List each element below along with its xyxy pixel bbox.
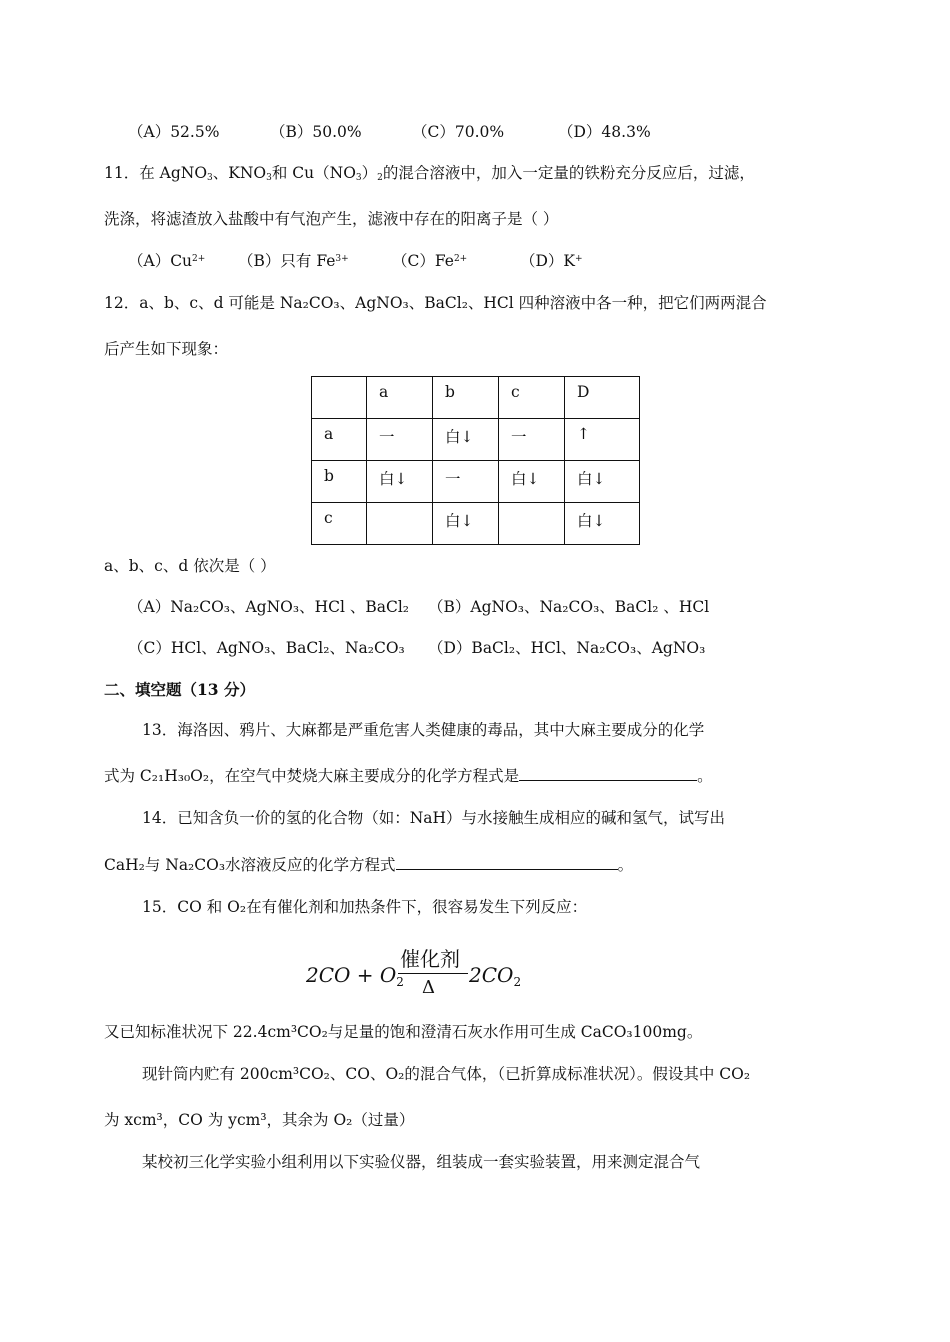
table-cell: 白↓ bbox=[565, 503, 640, 545]
table-cell: 白↓ bbox=[499, 461, 565, 503]
table-cell: c bbox=[312, 503, 367, 545]
q14-line-1: 14．已知含负一价的氢的化合物（如：NaH）与水接触生成相应的碱和氢气，试写出 bbox=[142, 809, 726, 827]
q12-option-d: （D）BaCl₂、HCl、Na₂CO₃、AgNO₃ bbox=[428, 639, 706, 657]
q12-line-1: 12．a、b、c、d 可能是 Na₂CO₃、AgNO₃、BaCl₂、HCl 四种溶液中各一种，把它们两两混合 bbox=[104, 294, 767, 312]
equation-catalyst: 催化剂 bbox=[400, 947, 460, 971]
table-header-a: a bbox=[367, 377, 433, 419]
q11-line-1: 11．在 AgNO$_3$、$KNO_3$和 $Cu(NO_3)_2$的混合溶液中，加入一定量的铁粉充分反应后，过滤， bbox=[104, 164, 755, 183]
table-cell: 一 bbox=[499, 419, 565, 461]
equation-arrow-bar bbox=[398, 973, 468, 974]
section-2-title: 二、填空题（13 分） bbox=[104, 680, 255, 699]
reaction-equation bbox=[306, 943, 536, 1003]
q11-option-d: （D）K+ bbox=[520, 252, 583, 270]
table-cell bbox=[367, 503, 433, 545]
table-cell: 一 bbox=[367, 419, 433, 461]
q10-option-d: （D）48.3% bbox=[558, 123, 651, 141]
q10-option-a: （A）52.5% bbox=[128, 123, 220, 141]
equation-reactants: $2CO + O_2$ bbox=[306, 963, 404, 989]
equation-products: $2CO_2$ bbox=[469, 963, 522, 989]
table-cell bbox=[312, 377, 367, 419]
table-cell: 白↓ bbox=[367, 461, 433, 503]
q11-option-a: $(A)Cu^{2+}$ bbox=[128, 252, 206, 270]
table-cell: 白↓ bbox=[565, 461, 640, 503]
q14-answer-blank[interactable] bbox=[396, 855, 618, 870]
q11-option-c: $(C)Fe^{2+}$ bbox=[392, 252, 468, 270]
table-header-c: c bbox=[499, 377, 565, 419]
q14-line-2: CaH₂与 Na₂CO₃水溶液反应的化学方程式 。 bbox=[104, 856, 634, 874]
q12-option-c: （C）HCl、AgNO₃、BaCl₂、Na₂CO₃ bbox=[128, 639, 405, 657]
q15-line-2: 又已知标准状况下 22.4cm³CO₂与足量的饱和澄清石灰水作用可生成 CaCO₃100mg。 bbox=[104, 1023, 703, 1041]
q15-line-5: 某校初三化学实验小组利用以下实验仪器，组装成一套实验装置，用来测定混合气 bbox=[142, 1153, 701, 1171]
q15-line-3: 现针筒内贮有 200cm³CO₂、CO、O₂的混合气体，（已折算成标准状况）。假设其中 CO₂ bbox=[142, 1065, 751, 1083]
table-cell: ↑ bbox=[565, 419, 640, 461]
table-cell: b bbox=[312, 461, 367, 503]
table-cell: 一 bbox=[433, 461, 499, 503]
table-cell bbox=[499, 503, 565, 545]
table-row bbox=[312, 503, 640, 545]
q13-line-1: 13．海洛因、鸦片、大麻都是严重危害人类健康的毒品，其中大麻主要成分的化学 bbox=[142, 721, 705, 739]
table-row bbox=[312, 461, 640, 503]
equation-heat-condition: Δ bbox=[422, 977, 435, 998]
table-header-d: D bbox=[565, 377, 640, 419]
table-cell: 白↓ bbox=[433, 503, 499, 545]
q13-answer-blank[interactable] bbox=[519, 766, 697, 781]
table-cell: a bbox=[312, 419, 367, 461]
table-header-row bbox=[312, 377, 640, 419]
q15-line-1: 15．CO 和 O₂在有催化剂和加热条件下，很容易发生下列反应： bbox=[142, 898, 588, 916]
q12-question: a、b、c、d 依次是（ ） bbox=[104, 557, 276, 575]
q10-option-c: （C）70.0% bbox=[412, 123, 505, 141]
q12-option-b: （B）AgNO₃、Na₂CO₃、BaCl₂ 、HCl bbox=[428, 598, 710, 616]
table-header-b: b bbox=[433, 377, 499, 419]
q10-option-b: （B）50.0% bbox=[270, 123, 362, 141]
q13-line-2: 式为 C₂₁H₃₀O₂，在空气中焚烧大麻主要成分的化学方程式是 。 bbox=[104, 767, 713, 785]
q12-option-a: （A）Na₂CO₃、AgNO₃、HCl 、BaCl₂ bbox=[128, 598, 410, 616]
q11-line-2: 洗涤，将滤渣放入盐酸中有气泡产生，滤液中存在的阳离子是（ ） bbox=[104, 210, 559, 228]
q15-line-4: 为 xcm³，CO 为 ycm³，其余为 O₂（过量） bbox=[104, 1111, 415, 1129]
reaction-table bbox=[311, 376, 640, 545]
q12-line-2: 后产生如下现象： bbox=[104, 340, 229, 358]
table-cell: 白↓ bbox=[433, 419, 499, 461]
q11-option-b: （B）只有 $Fe^{3+}$ bbox=[238, 252, 349, 270]
table-row bbox=[312, 419, 640, 461]
